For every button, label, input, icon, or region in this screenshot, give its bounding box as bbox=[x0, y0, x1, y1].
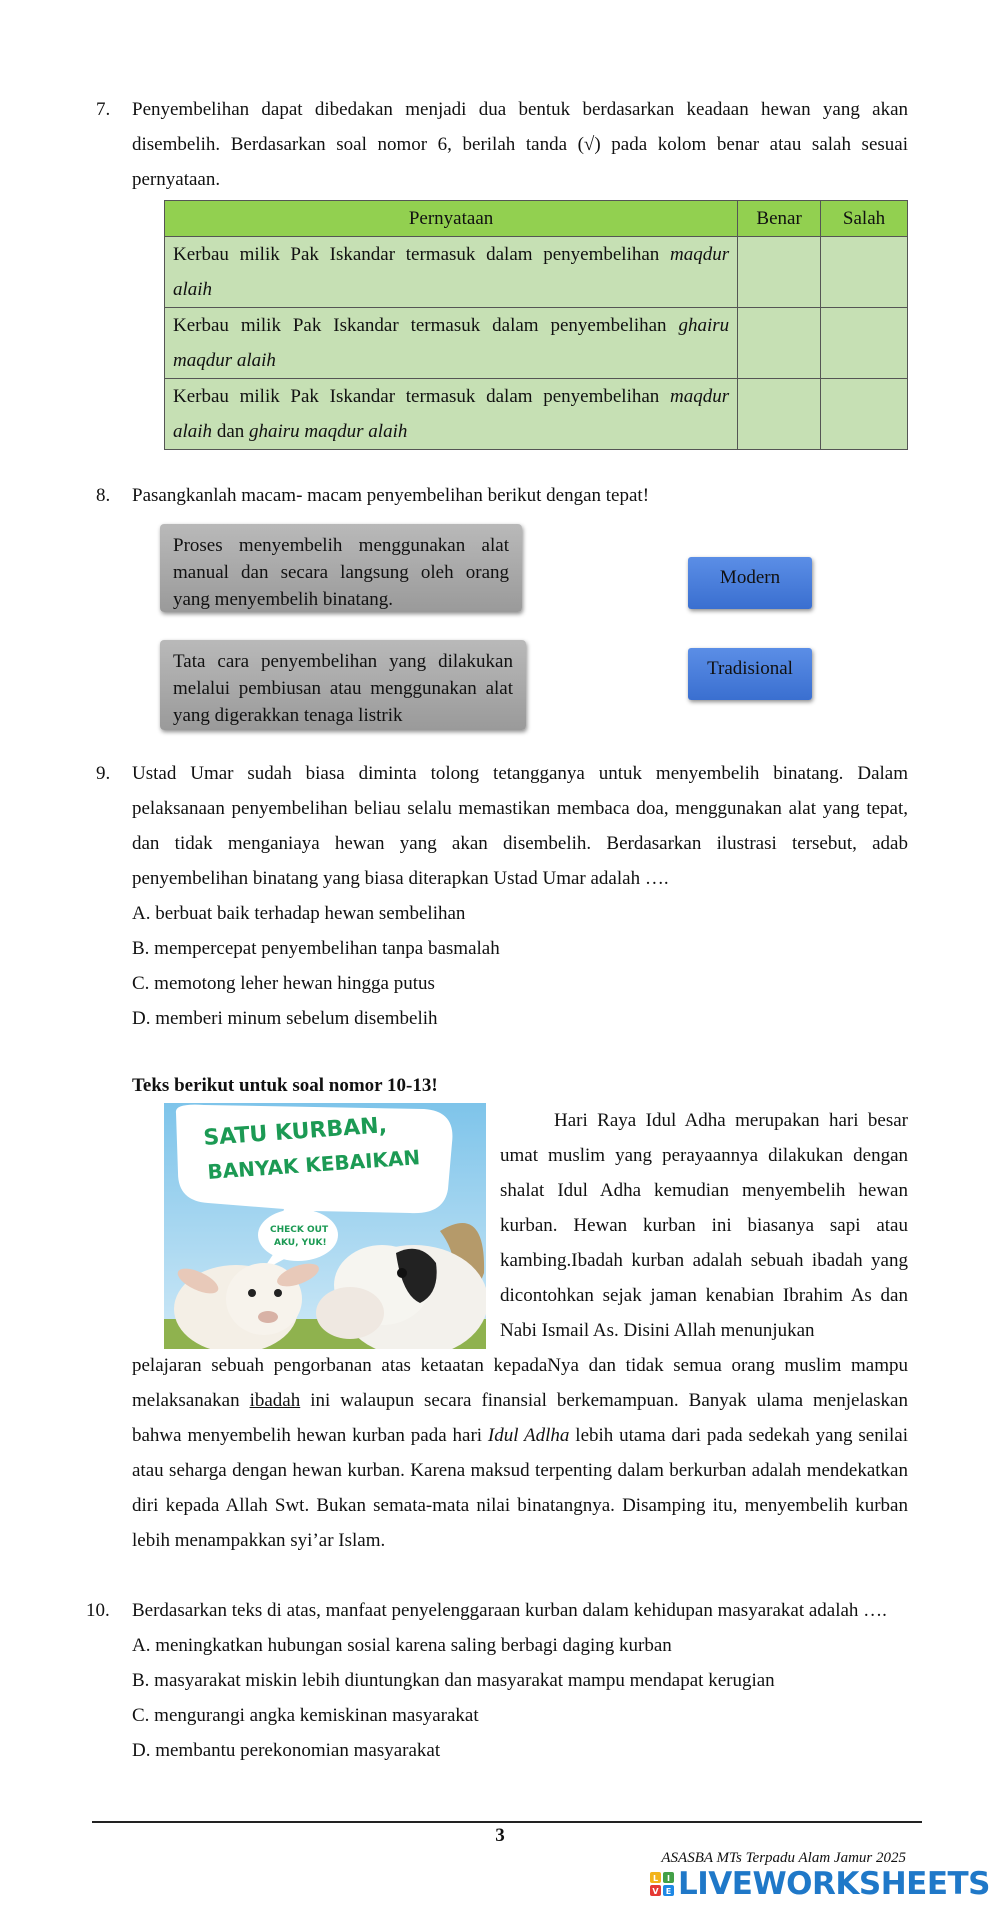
table-row bbox=[165, 237, 908, 308]
underlined-term: ibadah bbox=[249, 1390, 301, 1411]
question-text: Berdasarkan teks di atas, manfaat penyelenggaraan kurban dalam kehidupan masyarakat adalah …. bbox=[132, 1600, 887, 1621]
reading-heading: Teks berikut untuk soal nomor 10-13! bbox=[132, 1075, 438, 1096]
poster-headline-1: SATU KURBAN, bbox=[202, 1113, 388, 1151]
poster-headline-2: BANYAK KEBAIKAN bbox=[206, 1145, 421, 1184]
brand-wordmark: LIVEWORKSHEETS bbox=[678, 1866, 990, 1902]
false-check-cell[interactable] bbox=[821, 237, 908, 308]
match-right-item[interactable]: Tradisional bbox=[688, 648, 812, 700]
poster-bubble-2: AKU, YUK! bbox=[274, 1238, 327, 1248]
reading-continuation: pelajaran sebuah pengorbanan atas ketaatan kepadaNya dan tidak semua orang muslim mampu melaksanakan ibadah ini walaupun secara finansial berkemampuan. Banyak ulama menjelaskan bahwa menyembelih hewan kurban pada hari Idul Adlha lebih utama dari pada sedekah yang senilai atau seharga dengan hewan kurban. Karena maksud terpenting dalam berkurban adalah mendekatkan diri kepada Allah Swt. Bukan semata-mata nilai binatangnya. Disamping itu, menyembelih kurban lebih menampakkan syi’ar Islam. bbox=[132, 1355, 908, 1551]
option-a[interactable]: A. meningkatkan hubungan sosial karena saling berbagi daging kurban bbox=[132, 1635, 672, 1656]
match-left-item[interactable]: Tata cara penyembelihan yang dilakukan melalui pembiusan atau menggunakan alat yang digerakkan tenaga listrik bbox=[160, 640, 526, 730]
table-row bbox=[165, 308, 908, 379]
option-a[interactable]: A. berbuat baik terhadap hewan sembelihan bbox=[132, 903, 466, 924]
false-check-cell[interactable] bbox=[821, 379, 908, 450]
page-number: 3 bbox=[495, 1825, 505, 1846]
table-header-row bbox=[165, 201, 908, 237]
header-statement: Pernyataan bbox=[165, 201, 738, 237]
reading-side-text: Hari Raya Idul Adha merupakan hari besar umat muslim yang perayaannya dilakukan dengan shalat Idul Adha kemudian menyembelih hewan kurban. Hewan kurban ini biasanya sapi atau kambing.Ibadah kurban adalah sebuah ibadah yang dicontohkan sejak jaman kenabian Ibrahim As dan Nabi Ismail As. Disini Allah menunjukan bbox=[500, 1110, 908, 1341]
option-d[interactable]: D. memberi minum sebelum disembelih bbox=[132, 1008, 438, 1029]
statement-cell: Kerbau milik Pak Iskandar termasuk dalam penyembelihan ghairu maqdur alaih bbox=[165, 308, 738, 379]
question-number: 9. bbox=[96, 763, 111, 784]
question-10 bbox=[86, 1593, 908, 1768]
statement-cell: Kerbau milik Pak Iskandar termasuk dalam penyembelihan maqdur alaih bbox=[165, 237, 738, 308]
option-c[interactable]: C. memotong leher hewan hingga putus bbox=[132, 973, 435, 994]
true-check-cell[interactable] bbox=[738, 237, 821, 308]
poster-illustration bbox=[164, 1103, 486, 1349]
true-check-cell[interactable] bbox=[738, 308, 821, 379]
logo-letter: L bbox=[652, 1874, 659, 1883]
option-b[interactable]: B. masyarakat miskin lebih diuntungkan dan masyarakat mampu mendapat kerugian bbox=[132, 1670, 775, 1691]
logo-letter: V bbox=[652, 1887, 659, 1896]
true-false-table bbox=[164, 200, 908, 450]
match-left-item[interactable]: Proses menyembelih menggunakan alat manual dan secara langsung oleh orang yang menyembelih binatang. bbox=[160, 524, 522, 612]
kurban-poster-image bbox=[164, 1103, 486, 1349]
question-9 bbox=[96, 756, 908, 1036]
option-d[interactable]: D. membantu perekonomian masyarakat bbox=[132, 1740, 441, 1761]
header-false: Salah bbox=[821, 201, 908, 237]
footer-divider bbox=[92, 1821, 922, 1823]
poster-bubble-1: CHECK OUT bbox=[270, 1225, 329, 1235]
liveworksheets-logo-icon bbox=[650, 1872, 674, 1896]
question-text: Ustad Umar sudah biasa diminta tolong tetangganya untuk menyembelih binatang. Dalam pelaksanaan penyembelihan beliau selalu memastikan membaca doa, menggunakan alat yang tepat, dan tidak menganiaya hewan yang akan disembelih. Berdasarkan ilustrasi tersebut, adab penyembelihan binatang yang biasa diterapkan Ustad Umar adalah …. bbox=[132, 763, 908, 889]
liveworksheets-brand[interactable] bbox=[650, 1867, 990, 1901]
false-check-cell[interactable] bbox=[821, 308, 908, 379]
question-8 bbox=[96, 478, 908, 513]
question-text: Pasangkanlah macam- macam penyembelihan berikut dengan tepat! bbox=[132, 485, 650, 506]
question-text: Penyembelihan dapat dibedakan menjadi dua bentuk berdasarkan keadaan hewan yang akan disembelih. Berdasarkan soal nomor 6, berilah tanda (√) pada kolom benar atau salah sesuai pernyataan. bbox=[132, 99, 908, 190]
logo-letter: I bbox=[667, 1874, 670, 1883]
italic-term: Idul Adlha bbox=[487, 1425, 570, 1446]
true-check-cell[interactable] bbox=[738, 379, 821, 450]
header-true: Benar bbox=[738, 201, 821, 237]
question-number: 7. bbox=[96, 99, 111, 120]
question-7 bbox=[96, 92, 908, 197]
question-number: 8. bbox=[96, 485, 111, 506]
option-b[interactable]: B. mempercepat penyembelihan tanpa basmalah bbox=[132, 938, 500, 959]
logo-letter: E bbox=[665, 1887, 672, 1896]
footer-note: ASASBA MTs Terpadu Alam Jamur 2025 bbox=[661, 1850, 906, 1866]
question-number: 10. bbox=[86, 1600, 110, 1621]
statement-cell: Kerbau milik Pak Iskandar termasuk dalam penyembelihan maqdur alaih dan ghairu maqdur alaih bbox=[165, 379, 738, 450]
match-right-item[interactable]: Modern bbox=[688, 557, 812, 609]
option-c[interactable]: C. mengurangi angka kemiskinan masyarakat bbox=[132, 1705, 479, 1726]
table-row bbox=[165, 379, 908, 450]
